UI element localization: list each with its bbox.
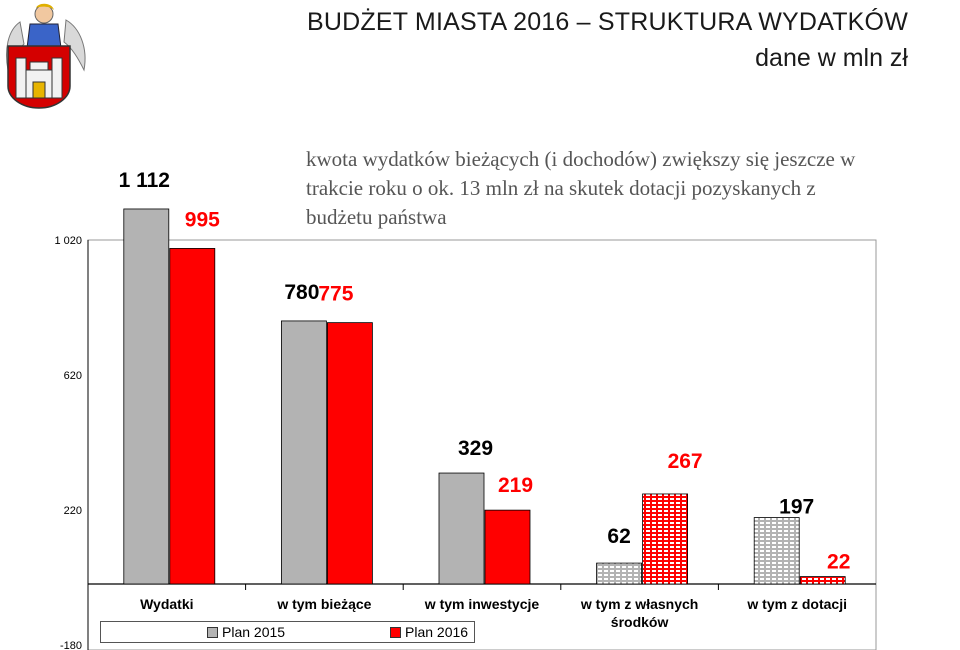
legend-item-plan2015 xyxy=(207,624,285,640)
x-category-label: w tym z własnych xyxy=(580,596,699,612)
legend-swatch-plan2015 xyxy=(207,627,218,638)
data-label-plan2016: 267 xyxy=(667,449,703,473)
y-tick-label: -180 xyxy=(59,640,82,650)
legend-label-plan2015: Plan 2015 xyxy=(222,624,286,640)
x-category-label: w tym inwestycje xyxy=(424,596,540,612)
x-category-label: w tym z dotacji xyxy=(747,596,847,612)
y-tick-label: 1 020 xyxy=(54,235,82,247)
x-category-label: w tym bieżące xyxy=(277,596,372,612)
data-label-plan2016: 995 xyxy=(184,208,220,232)
data-label-plan2016: 775 xyxy=(318,282,354,306)
bar-plan2015 xyxy=(754,518,799,584)
page-subtitle: dane w mln zł xyxy=(755,44,908,72)
bar-plan2015 xyxy=(124,209,169,584)
y-tick-label: 620 xyxy=(63,369,82,382)
bar-plan2016 xyxy=(170,248,215,584)
legend-item-plan2016 xyxy=(390,624,468,640)
bar-plan2015 xyxy=(439,473,484,584)
chart-legend xyxy=(100,621,475,643)
legend-swatch-plan2016 xyxy=(390,627,401,638)
data-label-plan2015: 1 112 xyxy=(118,168,171,192)
data-label-plan2015: 329 xyxy=(457,437,494,461)
data-label-plan2015: 780 xyxy=(284,280,320,304)
data-label-plan2016: 219 xyxy=(497,474,534,498)
data-label-plan2015: 62 xyxy=(607,525,631,549)
x-category-label: Wydatki xyxy=(140,596,194,612)
bar-plan2015 xyxy=(597,563,642,584)
legend-label-plan2016: Plan 2016 xyxy=(405,624,469,640)
x-category-label: środków xyxy=(610,614,669,630)
chart-annotation: kwota wydatków bieżących (i dochodów) zwiększy się jeszcze w trakcie roku o ok. 13 mln zł na skutek dotacji pozyskanych z budżetu państwa xyxy=(306,147,856,229)
bar-plan2016 xyxy=(800,577,845,584)
page-title: BUDŻET MIASTA 2016 – STRUKTURA WYDATKÓW xyxy=(307,8,908,36)
bar-plan2016 xyxy=(485,510,530,584)
data-label-plan2016: 22 xyxy=(827,550,851,574)
bar-plan2016 xyxy=(643,494,688,584)
data-label-plan2015: 197 xyxy=(779,495,815,519)
bar-plan2016 xyxy=(327,323,372,584)
bar-plan2015 xyxy=(281,321,326,584)
y-tick-label: 220 xyxy=(63,504,82,517)
